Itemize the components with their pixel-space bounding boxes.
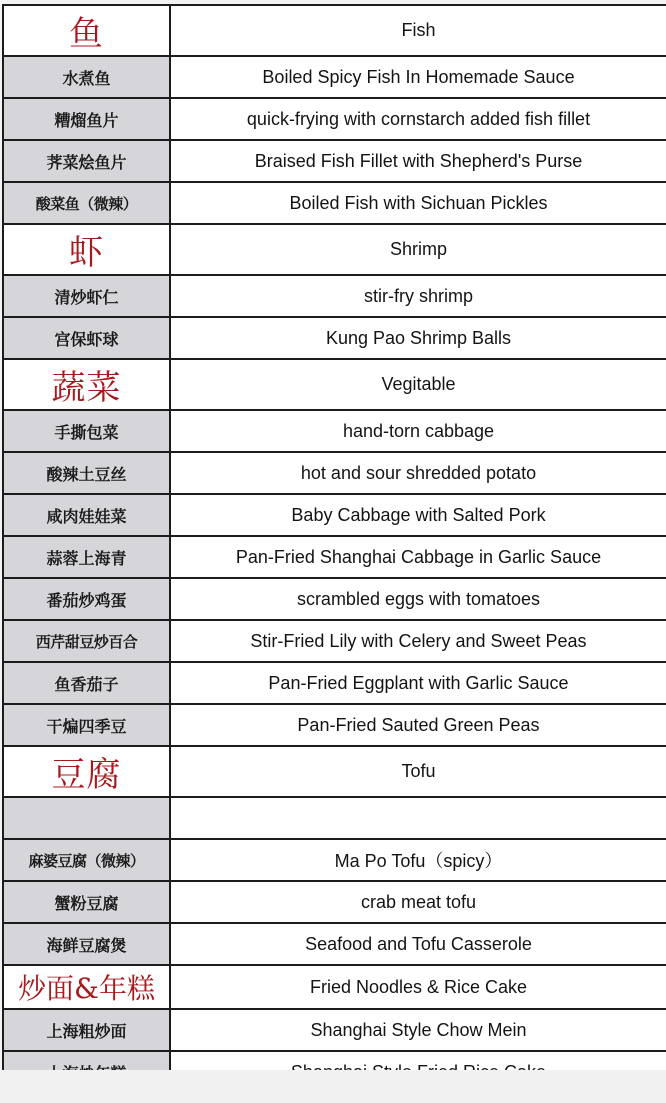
category-en-vegetable: Vegitable [170,359,666,410]
dish-row [3,1009,666,1051]
dish-row [3,881,666,923]
dish-cn-name: 酸辣土豆丝 [3,452,170,494]
dish-cn-name: 西芹甜豆炒百合 [3,620,170,662]
dish-en-name: Ma Po Tofu（spicy） [170,839,666,881]
dish-cn-name: 上海粗炒面 [3,1009,170,1051]
dish-cn-name: 清炒虾仁 [3,275,170,317]
menu-table [2,4,666,1094]
dish-en-name: Pan-Fried Sauted Green Peas [170,704,666,746]
category-row-shrimp [3,224,666,275]
dish-cn-name: 干煸四季豆 [3,704,170,746]
dish-cn-name: 蟹粉豆腐 [3,881,170,923]
category-en-noodles-rice-cake: Fried Noodles & Rice Cake [170,965,666,1009]
dish-row [3,140,666,182]
menu-table-body [3,5,666,1093]
dish-cn-name: 荠菜烩鱼片 [3,140,170,182]
dish-en-name: hand-torn cabbage [170,410,666,452]
dish-row [3,182,666,224]
dish-en-name: stir-fry shrimp [170,275,666,317]
category-en-shrimp: Shrimp [170,224,666,275]
dish-cn-name: 番茄炒鸡蛋 [3,578,170,620]
dish-en-name: Stir-Fried Lily with Celery and Sweet Peas [170,620,666,662]
dish-cn-name: 宫保虾球 [3,317,170,359]
category-en-tofu: Tofu [170,746,666,797]
dish-en-name: Kung Pao Shrimp Balls [170,317,666,359]
page-margin-bottom [0,1070,666,1103]
category-cn-shrimp: 虾 [3,224,170,275]
category-row-fish [3,5,666,56]
dish-en-name: Boiled Fish with Sichuan Pickles [170,182,666,224]
dish-row [3,578,666,620]
dish-en-name: Pan-Fried Eggplant with Garlic Sauce [170,662,666,704]
dish-cn-name: 麻婆豆腐（微辣） [3,839,170,881]
dish-cn-name: 咸肉娃娃菜 [3,494,170,536]
dish-row [3,704,666,746]
dish-cn-name: 水煮鱼 [3,56,170,98]
category-cn-fish: 鱼 [3,5,170,56]
dish-cn-name: 糟熘鱼片 [3,98,170,140]
empty-cn-cell [3,797,170,839]
dish-row [3,452,666,494]
category-en-fish: Fish [170,5,666,56]
dish-cn-name: 蒜蓉上海青 [3,536,170,578]
dish-row [3,620,666,662]
dish-cn-name: 鱼香茄子 [3,662,170,704]
dish-en-name: Boiled Spicy Fish In Homemade Sauce [170,56,666,98]
category-cn-noodles-rice-cake: 炒面&年糕 [3,965,170,1009]
category-row-vegetable [3,359,666,410]
dish-en-name: scrambled eggs with tomatoes [170,578,666,620]
dish-cn-name: 手撕包菜 [3,410,170,452]
dish-row [3,494,666,536]
dish-en-name: crab meat tofu [170,881,666,923]
dish-row [3,98,666,140]
dish-row [3,275,666,317]
dish-cn-name: 海鲜豆腐煲 [3,923,170,965]
category-row-noodles-rice-cake [3,965,666,1009]
category-cn-vegetable: 蔬菜 [3,359,170,410]
dish-row [3,536,666,578]
dish-en-name: quick-frying with cornstarch added fish fillet [170,98,666,140]
dish-row [3,410,666,452]
dish-row [3,56,666,98]
category-cn-tofu: 豆腐 [3,746,170,797]
dish-row [3,839,666,881]
dish-row [3,662,666,704]
dish-en-name: hot and sour shredded potato [170,452,666,494]
dish-en-name: Baby Cabbage with Salted Pork [170,494,666,536]
dish-en-name: Braised Fish Fillet with Shepherd's Purse [170,140,666,182]
dish-en-name: Seafood and Tofu Casserole [170,923,666,965]
category-row-tofu [3,746,666,797]
empty-en-cell [170,797,666,839]
dish-en-name: Pan-Fried Shanghai Cabbage in Garlic Sauce [170,536,666,578]
dish-en-name: Shanghai Style Chow Mein [170,1009,666,1051]
dish-row [3,317,666,359]
dish-row [3,923,666,965]
dish-cn-name: 酸菜鱼（微辣） [3,182,170,224]
empty-row [3,797,666,839]
